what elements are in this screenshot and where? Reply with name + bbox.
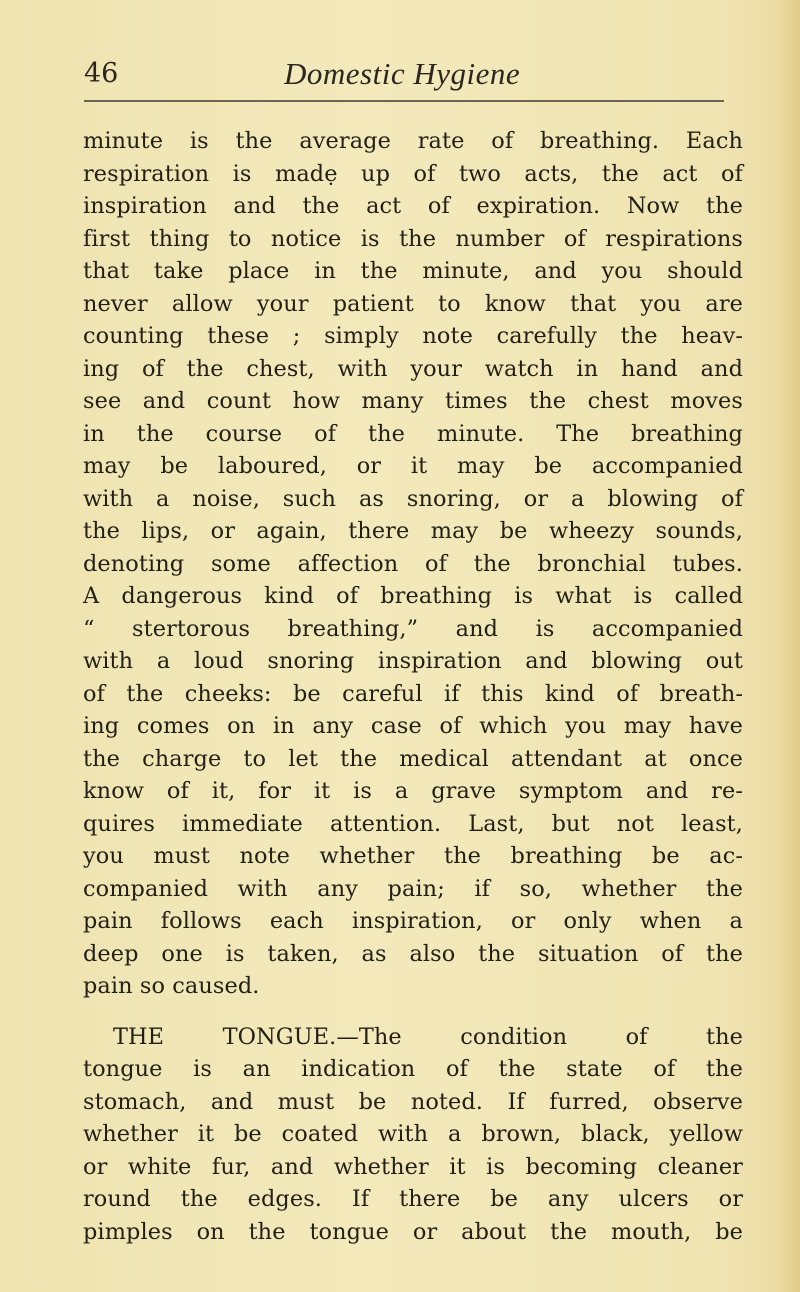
text-line: whether it be coated with a brown, black, yellow xyxy=(83,1121,743,1147)
text-line: stomach, and must be noted. If furred, observe xyxy=(83,1088,743,1115)
text-line: with a noise, such as snoring, or a blowing of xyxy=(83,485,743,512)
text-line: inspiration and the act of expiration. Now the xyxy=(83,193,743,219)
text-line: of the cheeks: be careful if this kind of breath- xyxy=(83,680,743,707)
text-line: that take place in the minute, and you should xyxy=(83,258,743,284)
text-line: or white fur, and whether it is becoming cleaner xyxy=(83,1153,743,1180)
text-line: the charge to let the medical attendant at once xyxy=(83,745,743,772)
text-line: pain so caused. xyxy=(83,973,260,999)
text-line: you must note whether the breathing be ac- xyxy=(83,843,743,869)
text-line: ing of the chest, with your watch in hand and xyxy=(83,355,743,382)
body-text xyxy=(83,125,743,1248)
text-line: THE TONGUE.—The condition of the xyxy=(113,1023,743,1050)
text-line: in the course of the minute. The breathing xyxy=(83,420,743,447)
paragraph-breathing xyxy=(83,125,743,1003)
text-line: counting these ; simply note carefully the heav- xyxy=(83,323,743,349)
text-line: never allow your patient to know that you are xyxy=(83,290,743,317)
text-line: pain follows each inspiration, or only when a xyxy=(83,908,743,934)
text-line: minute is the average rate of breathing. Each xyxy=(83,128,743,154)
page-header xyxy=(84,52,726,96)
text-line: the lips, or again, there may be wheezy sounds, xyxy=(83,518,743,544)
running-title: Domestic Hygiene xyxy=(284,56,521,91)
paragraph-tongue xyxy=(83,1021,743,1249)
text-line: tongue is an indication of the state of the xyxy=(83,1056,743,1082)
paragraph-gap xyxy=(83,1003,743,1021)
text-line: respiration is madẹ up of two acts, the act of xyxy=(83,160,743,187)
text-line: A dangerous kind of breathing is what is called xyxy=(83,583,743,609)
text-line: companied with any pain; if so, whether the xyxy=(83,875,743,902)
text-line: round the edges. If there be any ulcers or xyxy=(83,1186,743,1212)
page-edge-shadow xyxy=(776,0,800,1292)
header-rule xyxy=(84,100,724,102)
page-number: 46 xyxy=(84,58,119,89)
text-line: may be laboured, or it may be accompanied xyxy=(83,453,743,479)
text-line: “ stertorous breathing,” and is accompanied xyxy=(83,615,743,642)
text-line: ing comes on in any case of which you may have xyxy=(83,713,743,739)
text-line: denoting some affection of the bronchial tubes. xyxy=(83,550,743,577)
text-line: know of it, for it is a grave symptom and re- xyxy=(83,778,743,804)
text-line: with a loud snoring inspiration and blowing out xyxy=(83,648,743,674)
text-line: pimples on the tongue or about the mouth, be xyxy=(83,1218,743,1245)
text-line: first thing to notice is the number of respirations xyxy=(83,225,743,252)
text-line: see and count how many times the chest moves xyxy=(83,388,743,414)
text-line: quires immediate attention. Last, but not least, xyxy=(83,810,743,837)
text-line: deep one is taken, as also the situation of the xyxy=(83,940,743,967)
